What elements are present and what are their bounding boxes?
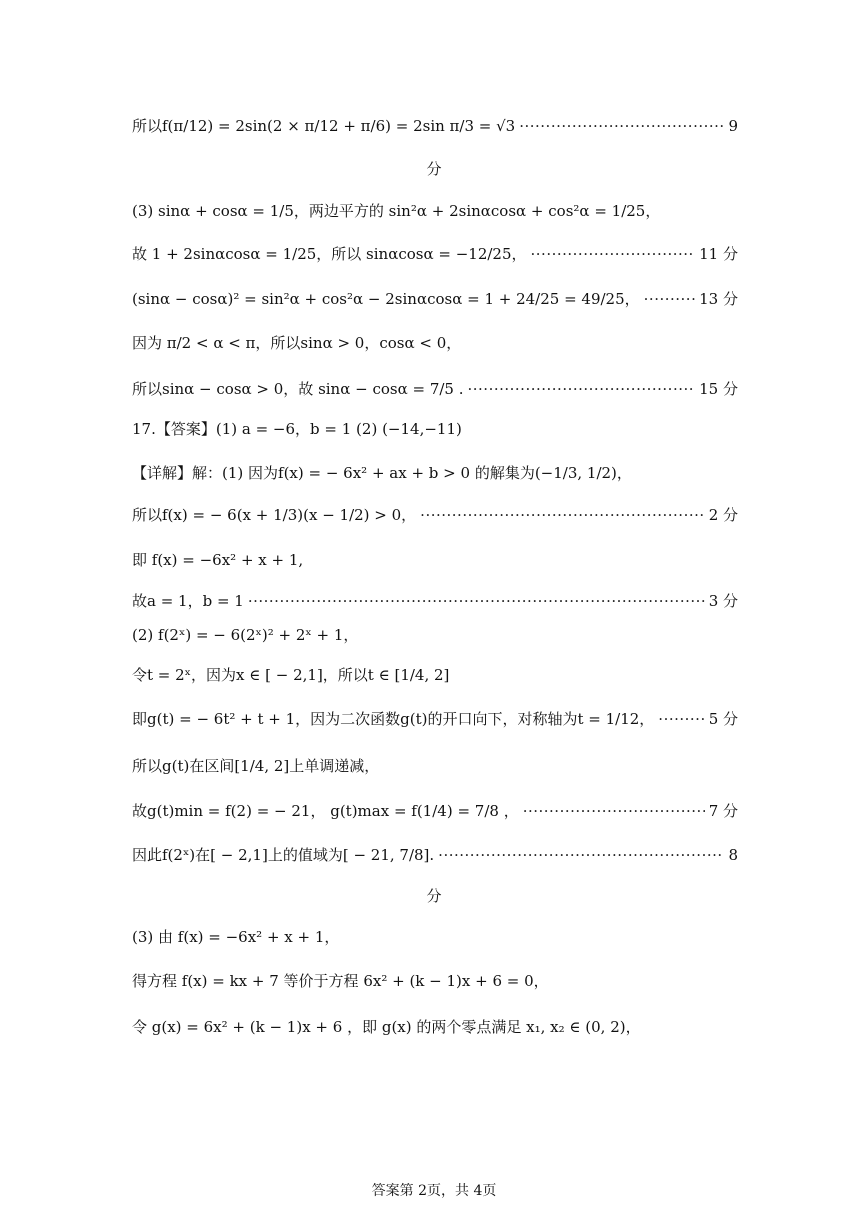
line-text: 所以sinα − cosα > 0，故 sinα − cosα = 7/5 . <box>132 380 464 398</box>
line-min-max <box>132 800 738 822</box>
line-text: (sinα − cosα)² = sin²α + cos²α − 2sinαcosα = 1 + 24/25 = 49/25， <box>132 290 640 308</box>
line-result-15 <box>132 378 738 400</box>
line-part2 <box>132 624 738 646</box>
line-text: 令 g(x) = 6x² + (k − 1)x + 6 ，即 g(x) 的两个零点满足 x₁, x₂ ∈ (0, 2)， <box>132 1018 641 1036</box>
dot-leader <box>438 844 724 866</box>
dot-leader <box>248 590 705 612</box>
points-label: 3 分 <box>708 592 738 610</box>
line-text: 所以f(π/12) = 2sin(2 × π/12 + π/6) = 2sin π/3 = √3 <box>132 117 516 135</box>
points-label: 9 <box>728 117 738 135</box>
line-fx <box>132 549 738 571</box>
line-text: 17.【答案】(1) a = −6，b = 1 (2) (−14,−11) <box>132 420 462 438</box>
line-part3 <box>132 926 738 948</box>
line-text: 得方程 f(x) = kx + 7 等价于方程 6x² + (k − 1)x + 6 = 0， <box>132 972 549 990</box>
line-alpha-range <box>132 332 738 354</box>
points-label: 5 分 <box>708 710 738 728</box>
line-text: 故g(t)min = f(2) = − 21， g(t)max = f(1/4) = 7/8 ， <box>132 802 519 820</box>
points-wrap: 分 <box>426 887 442 905</box>
line-gt <box>132 708 738 730</box>
line-decreasing <box>132 755 738 777</box>
line-text: 故 1 + 2sinαcosα = 1/25，所以 sinαcosα = −12/25， <box>132 245 527 263</box>
points-label: 15 分 <box>699 380 738 398</box>
line-ab <box>132 590 738 612</box>
line-text: 故a = 1，b = 1 <box>132 592 244 610</box>
line-diff-square <box>132 288 738 310</box>
points-label: 7 分 <box>708 802 738 820</box>
line-f-pi-12 <box>132 115 738 137</box>
points-wrap: 分 <box>426 160 442 178</box>
line-substitution <box>132 664 738 686</box>
line-q17-detail <box>132 462 738 484</box>
line-q17-answer <box>132 418 738 440</box>
page-footer: 答案第 2页，共 4页 <box>371 1183 497 1199</box>
points-label: 11 分 <box>699 245 738 263</box>
dot-leader <box>531 243 696 265</box>
points-label: 8 <box>728 846 738 864</box>
line-sinacosa <box>132 243 738 265</box>
line-text: (2) f(2ˣ) = − 6(2ˣ)² + 2ˣ + 1， <box>132 626 359 644</box>
line-text: 【详解】解：(1) 因为f(x) = − 6x² + ax + b > 0 的解集为(−1/3, 1/2)， <box>132 464 632 482</box>
line-text: 因此f(2ˣ)在[ − 2,1]上的值域为[ − 21, 7/8]. <box>132 846 435 864</box>
line-text: 因为 π/2 < α < π，所以sinα > 0，cosα < 0， <box>132 334 462 352</box>
dot-leader <box>644 288 695 310</box>
line-text: (3) 由 f(x) = −6x² + x + 1， <box>132 928 340 946</box>
line-part3-square <box>132 200 738 222</box>
line-text: 所以g(t)在区间[1/4, 2]上单调递减， <box>132 757 380 775</box>
dot-leader <box>658 708 704 730</box>
line-text: 即g(t) = − 6t² + t + 1，因为二次函数g(t)的开口向下，对称轴为t = 1/12， <box>132 710 655 728</box>
line-text: 即 f(x) = −6x² + x + 1, <box>132 551 304 569</box>
points-label: 2 分 <box>708 506 738 524</box>
line-text: 所以f(x) = − 6(x + 1/3)(x − 1/2) > 0， <box>132 506 417 524</box>
line-factor <box>132 504 738 526</box>
dot-leader <box>519 115 724 137</box>
dot-leader <box>523 800 705 822</box>
dot-leader <box>420 504 705 526</box>
line-range <box>132 844 738 866</box>
line-text: (3) sinα + cosα = 1/5，两边平方的 sin²α + 2sinαcosα + cos²α = 1/25， <box>132 202 661 220</box>
line-equation <box>132 970 738 992</box>
points-label: 13 分 <box>699 290 738 308</box>
dot-leader <box>468 378 696 400</box>
line-gx <box>132 1016 738 1038</box>
line-text: 令t = 2ˣ，因为x ∈ [ − 2,1]，所以t ∈ [1/4, 2] <box>132 666 450 684</box>
